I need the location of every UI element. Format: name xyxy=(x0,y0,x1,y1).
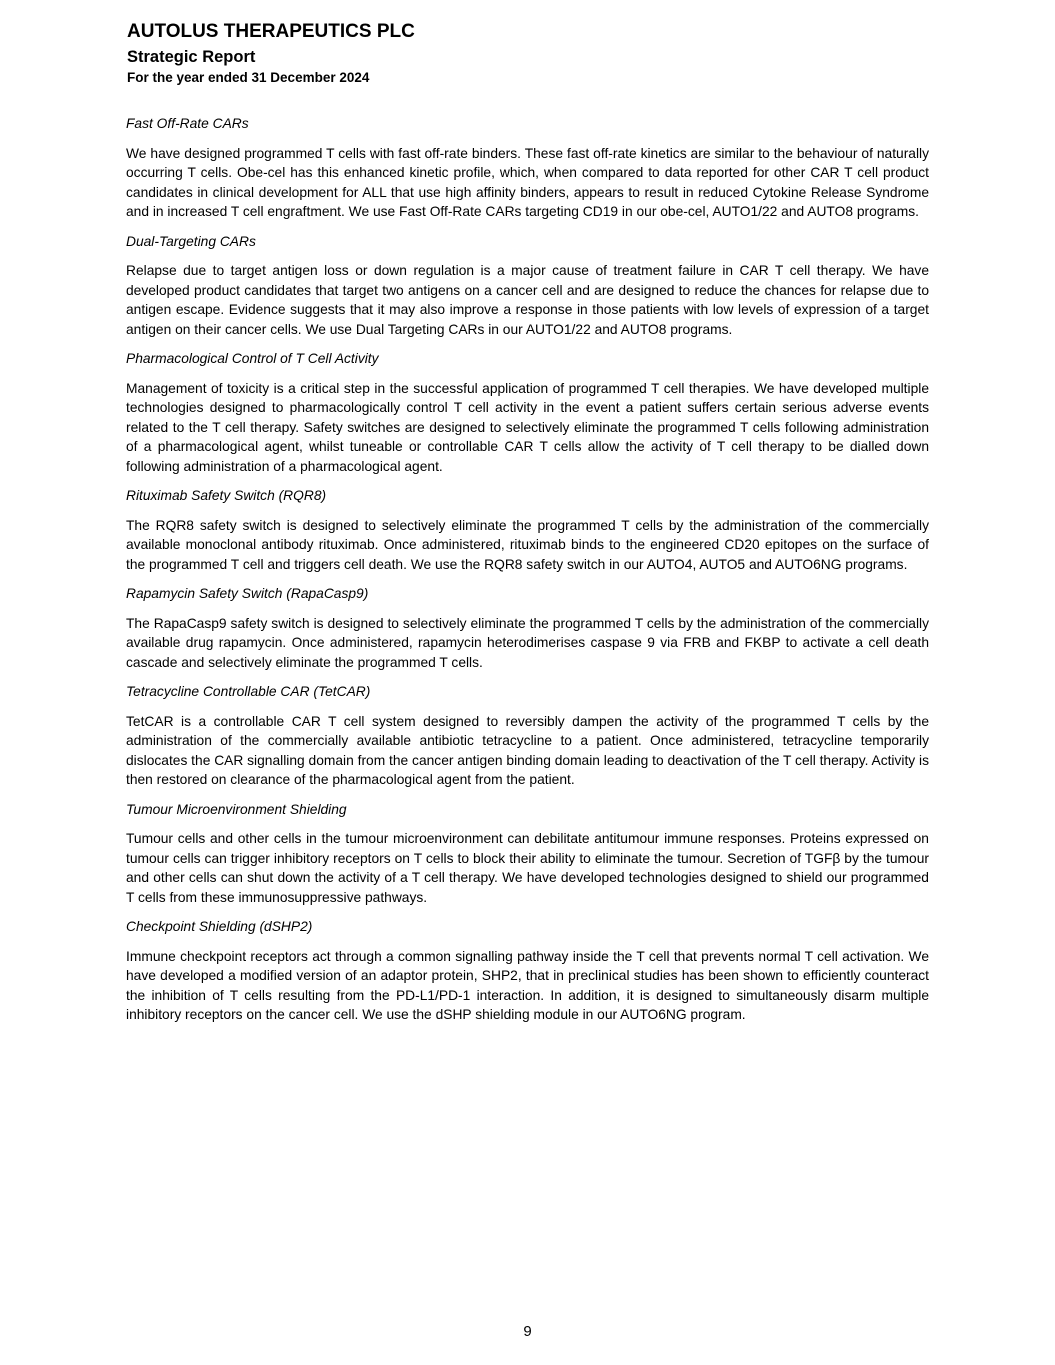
section-heading: Dual-Targeting CARs xyxy=(126,233,256,249)
section-heading: Checkpoint Shielding (dSHP2) xyxy=(126,919,313,934)
section-paragraph: TetCAR is a controllable CAR T cell system designed to reversibly dampen the activity of the programmed T cells by the administration of the commercially available antibiotic tetracycline to a patient. Once administered, tetracycline temporarily dislocates the CAR signalling domain from the cancer antigen binding domain leading to deactivation of the T cell therapy. Activity is then restored on clearance of the pharmacological agent from the patient. xyxy=(126,713,929,787)
section-paragraph: Relapse due to target antigen loss or down regulation is a major cause of treatment failure in CAR T cell therapy. We have developed product candidates that target two antigens on a cancer cell and are designed to reduce the chances for relapse due to antigen escape. Evidence suggests that it may also improve a response in those patients with low levels of expression of a target antigen on their cancer cells. We use Dual Targeting CARs in our AUTO1/22 and AUTO8 programs. xyxy=(126,263,929,337)
section-fast-off-rate-cars xyxy=(126,114,929,222)
section-paragraph: Immune checkpoint receptors act through a common signalling pathway inside the T cell that prevents normal T cell activation. We have developed a modified version of an adaptor protein, SHP2, that in preclinical studies has been shown to efficiently counteract the inhibition of T cells resulting from the PD-L1/PD-1 interaction. In addition, it is designed to simultaneously disarm multiple inhibitory receptors on the cancer cell. We use the dSHP shielding module in our AUTO6NG program. xyxy=(126,948,929,1022)
section-checkpoint-shielding xyxy=(126,917,929,1025)
section-heading: Fast Off-Rate CARs xyxy=(126,116,249,131)
section-paragraph: Tumour cells and other cells in the tumour microenvironment can debilitate antitumour immune responses. Proteins expressed on tumour cells can trigger inhibitory receptors on T cells to block their ability to eliminate the tumour. Secretion of TGFβ by the tumour and other cells can shut down the activity of a T cell therapy. We have developed technologies designed to shield our programmed T cells from these immunosuppressive pathways. xyxy=(126,831,929,905)
report-period: For the year ended 31 December 2024 xyxy=(127,70,370,85)
section-tetracycline-controllable-car xyxy=(126,682,929,790)
section-tumour-microenvironment-shielding xyxy=(126,800,929,908)
section-dual-targeting-cars xyxy=(126,232,929,340)
section-rapamycin-safety-switch xyxy=(126,584,929,672)
section-heading: Rituximab Safety Switch (RQR8) xyxy=(126,488,327,503)
company-name: AUTOLUS THERAPEUTICS PLC xyxy=(127,21,415,42)
section-paragraph: We have designed programmed T cells with fast off-rate binders. These fast off-rate kinetics are similar to the behaviour of naturally occurring T cells. Obe-cel has this enhanced kinetic profile, which, when compared to data reported for other CAR T cell product candidates in clinical development for ALL that use high affinity binders, appears to result in reduced Cytokine Release Syndrome and in increased T cell engraftment. We use Fast Off-Rate CARs targeting CD19 in our obe-cel, AUTO1/22 and AUTO8 programs. xyxy=(126,145,929,219)
section-paragraph: Management of toxicity is a critical step in the successful application of programmed T cell therapies. We have developed multiple technologies designed to pharmacologically control T cell activity in the event a patient suffers certain serious adverse events related to the T cell therapy. Safety switches are designed to selectively eliminate the programmed T cells following administration of a pharmacological agent, whilst tuneable or controllable CAR T cells allow the activity of T cell therapy to be dialled down following administration of a pharmacological agent. xyxy=(126,380,929,474)
report-title: Strategic Report xyxy=(127,48,256,66)
report-body xyxy=(126,114,929,1035)
section-paragraph: The RQR8 safety switch is designed to selectively eliminate the programmed T cells by the administration of the commercially available monoclonal antibody rituximab. Once administered, rituximab binds to the engineered CD20 epitopes on the surface of the programmed T cell and triggers cell death. We use the RQR8 safety switch in our AUTO4, AUTO5 and AUTO6NG programs. xyxy=(126,517,929,572)
section-pharmacological-control xyxy=(126,349,929,476)
section-heading: Pharmacological Control of T Cell Activity xyxy=(126,351,379,366)
page-number: 9 xyxy=(523,1323,532,1340)
section-heading: Tetracycline Controllable CAR (TetCAR) xyxy=(126,684,371,699)
section-rituximab-safety-switch xyxy=(126,486,929,574)
section-heading: Rapamycin Safety Switch (RapaCasp9) xyxy=(126,586,369,601)
page-header xyxy=(127,20,927,87)
section-heading: Tumour Microenvironment Shielding xyxy=(126,801,347,817)
section-paragraph: The RapaCasp9 safety switch is designed to selectively eliminate the programmed T cells by the administration of the commercially available drug rapamycin. Once administered, rapamycin heterodimerises caspase 9 via FRB and FKBP to activate a cell death cascade and selectively eliminate the programmed T cells. xyxy=(126,615,929,670)
